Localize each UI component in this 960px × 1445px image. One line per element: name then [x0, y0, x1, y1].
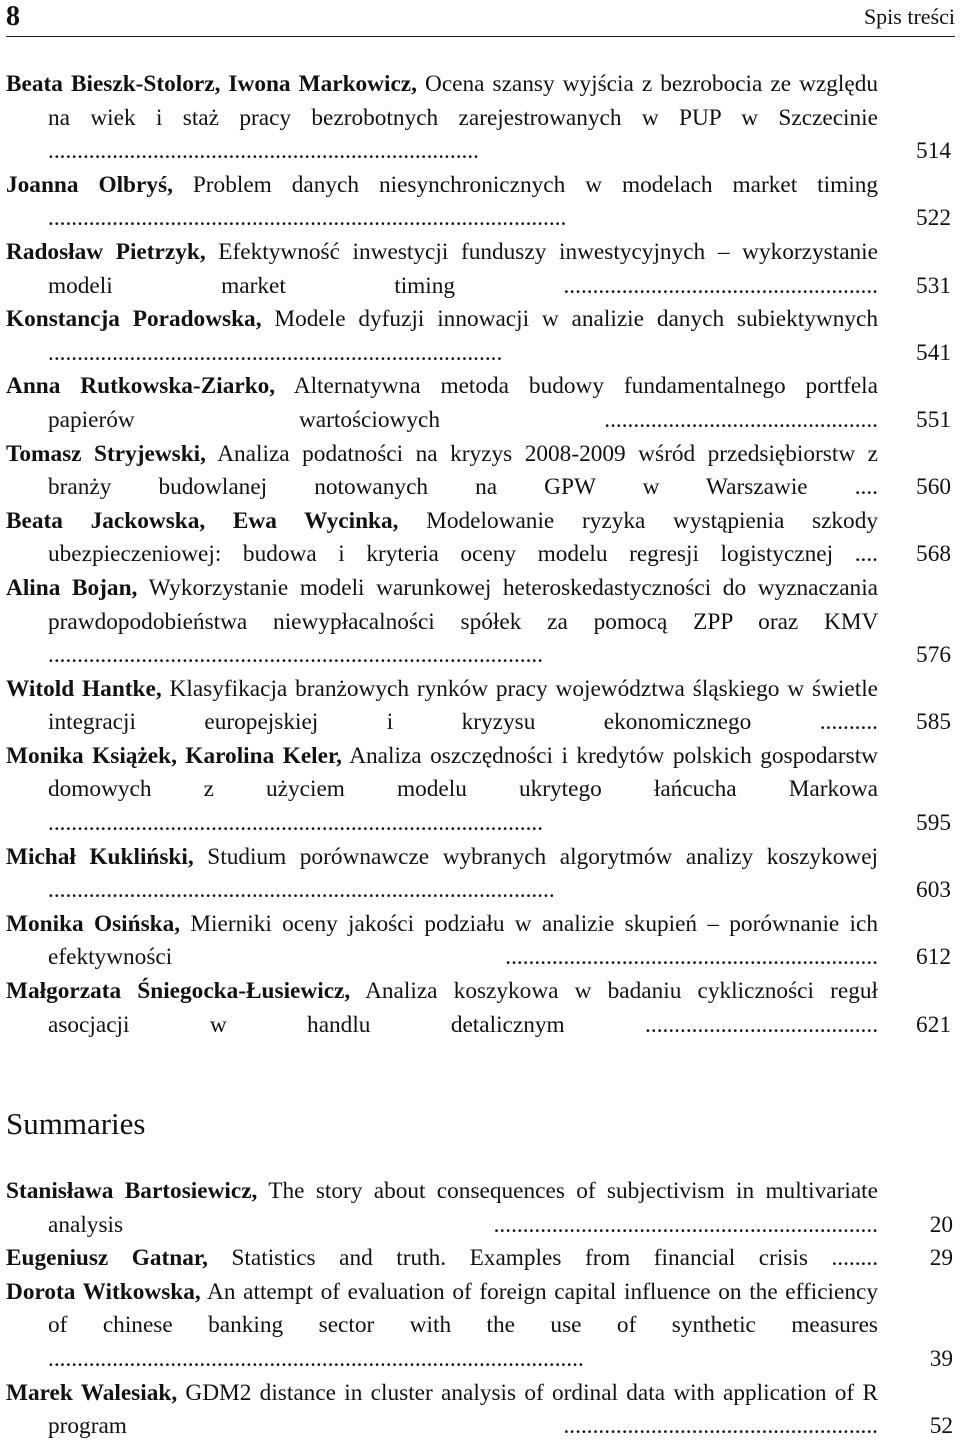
- summary-entry-leader: ............................................................................................: [48, 1345, 584, 1372]
- toc-entry-leader: .......................................................................................: [48, 877, 555, 904]
- toc-entry-leader: ....: [854, 541, 878, 568]
- page-header: [6, 0, 955, 37]
- toc-entry-leader: ..........: [819, 709, 878, 736]
- toc-entry-authors: Tomasz Stryjewski,: [6, 440, 206, 467]
- toc-entry-authors: Anna Rutkowska-Ziarko,: [6, 373, 276, 400]
- toc-entry-text: [6, 438, 878, 505]
- toc-entry-leader: ..............................................................................: [48, 339, 503, 366]
- toc-entry: [6, 740, 953, 841]
- summary-entry-title: An attempt of evaluation of foreign capital influence on the efficiency of chinese banking sector with the use of synthetic measures: [48, 1278, 878, 1339]
- toc-entry-page: 568: [916, 541, 951, 568]
- toc-entry-authors: Witold Hantke,: [6, 675, 162, 702]
- toc-entry-page: 621: [916, 1011, 951, 1038]
- toc-entry-title: Klasyfikacja branżowych rynków pracy województwa śląskiego w świetle integracji europejskiej i kryzysu ekonomicznego: [48, 675, 879, 736]
- toc-entry: [6, 908, 953, 975]
- toc-entry-page: 612: [916, 944, 951, 971]
- summary-entry-text: [6, 1175, 878, 1242]
- summary-entry-text: [6, 1242, 878, 1276]
- running-title: Spis treści: [863, 4, 955, 29]
- summary-entry-title: GDM2 distance in cluster analysis of ordinal data with application of R program: [48, 1379, 878, 1440]
- toc-entry-page: 522: [916, 205, 951, 232]
- summary-entry: [6, 1276, 953, 1377]
- toc-entry-leader: ...............................................: [604, 406, 878, 433]
- summary-entry: [6, 1377, 953, 1444]
- toc-entry-leader: ....: [854, 474, 878, 501]
- toc-entry-authors: Monika Osińska,: [6, 910, 181, 937]
- summary-entry-page: 20: [929, 1211, 953, 1238]
- toc-entry-leader: .........................................................................................: [48, 205, 567, 232]
- toc-entry: [6, 841, 953, 908]
- toc-entry-text: [6, 169, 878, 236]
- toc-entry-authors: Beata Jackowska, Ewa Wycinka,: [6, 507, 399, 534]
- toc-entry-authors: Joanna Olbryś,: [6, 171, 173, 198]
- toc-entry-text: [6, 303, 878, 370]
- summary-entry-page: 39: [929, 1345, 953, 1372]
- toc-entry: [6, 370, 953, 437]
- toc-entry-title: Modele dyfuzji innowacji w analizie danych subiektywnych: [274, 306, 878, 333]
- summary-entry-authors: Marek Walesiak,: [6, 1379, 178, 1406]
- toc-entry-authors: Alina Bojan,: [6, 574, 138, 601]
- toc-entry-authors: Małgorzata Śniegocka-Łusiewicz,: [6, 978, 351, 1005]
- toc-entry-page: 560: [916, 474, 951, 501]
- summaries-heading: Summaries: [6, 1106, 146, 1141]
- toc-entry-text: [6, 740, 878, 841]
- toc-entry-text: [6, 236, 878, 303]
- toc-entry-page: 585: [916, 709, 951, 736]
- summary-entry-title: The story about consequences of subjectivism in multivariate analysis: [48, 1178, 878, 1238]
- summary-entry-leader: ..................................................................: [493, 1211, 878, 1238]
- toc-entry: [6, 438, 953, 505]
- page-number: 8: [6, 1, 20, 32]
- toc-entry-text: [6, 975, 878, 1042]
- toc-entry-text: [6, 673, 878, 740]
- toc-entry: [6, 505, 953, 572]
- toc-entry-title: Modelowanie ryzyka wystąpienia szkody ubezpieczeniowej: budowa i kryteria oceny modelu regresji logistycznej: [48, 507, 878, 568]
- summary-entry-page: 29: [929, 1245, 953, 1272]
- toc-entry: [6, 975, 953, 1042]
- toc-entry-text: [6, 505, 878, 572]
- summary-entry: [6, 1242, 953, 1276]
- toc-entry-page: 514: [916, 138, 951, 165]
- toc-entry-leader: ......................................................: [563, 272, 878, 299]
- toc-entry-title: Alternatywna metoda budowy fundamentalnego portfela papierów wartościowych: [48, 373, 878, 433]
- toc-entry-title: Mierniki oceny jakości podziału w analizie skupień – porównanie ich efektywności: [48, 910, 879, 971]
- summary-entry-authors: Dorota Witkowska,: [6, 1278, 201, 1305]
- toc-entry: [6, 673, 953, 740]
- toc-entry-authors: Monika Książek, Karolina Keler,: [6, 742, 343, 769]
- table-of-contents: [6, 68, 953, 1042]
- summaries-section: [6, 1104, 953, 1444]
- toc-entry: [6, 68, 953, 169]
- summary-entry-text: [6, 1276, 878, 1377]
- toc-entry-page: 551: [916, 406, 951, 433]
- toc-entry: [6, 169, 953, 236]
- toc-entry-page: 576: [916, 642, 951, 669]
- summary-entry-page: 52: [929, 1413, 953, 1440]
- toc-entry-leader: .....................................................................................: [48, 810, 544, 837]
- toc-entry-authors: Beata Bieszk-Stolorz, Iwona Markowicz,: [6, 71, 417, 97]
- summary-entry-text: [6, 1377, 878, 1444]
- toc-entry-page: 603: [916, 877, 951, 904]
- toc-entry-title: Ocena szansy wyjścia z bezrobocia ze względu na wiek i staż pracy bezrobotnych zarejestrowanych w PUP w Szczecinie: [48, 71, 879, 131]
- toc-entry-title: Wykorzystanie modeli warunkowej heteroskedastyczności do wyznaczania prawdopodobieństwa niewypłacalności spółek za pomocą ZPP oraz KMV: [48, 574, 879, 635]
- toc-entry-leader: ........................................: [645, 1011, 879, 1038]
- toc-entry-text: [6, 908, 878, 975]
- toc-entry: [6, 236, 953, 303]
- summary-entry-authors: Eugeniusz Gatnar,: [6, 1245, 208, 1272]
- toc-entry-leader: .....................................................................................: [48, 642, 544, 669]
- toc-entry: [6, 303, 953, 370]
- toc-entry-title: Analiza koszykowa w badaniu cykliczności reguł asocjacji w handlu detalicznym: [48, 978, 878, 1038]
- toc-entry-text: [6, 572, 878, 673]
- summary-entry-title: Statistics and truth. Examples from financial crisis: [231, 1245, 808, 1272]
- toc-entry-title: Efektywność inwestycji funduszy inwestycyjnych – wykorzystanie modeli market timing: [48, 238, 878, 299]
- toc-entry-title: Problem danych niesynchronicznych w modelach market timing: [192, 171, 878, 198]
- summary-entry: [6, 1175, 953, 1242]
- summary-entry-authors: Stanisława Bartosiewicz,: [6, 1178, 258, 1204]
- toc-entry-title: Studium porównawcze wybranych algorytmów analizy koszykowej: [207, 843, 879, 870]
- toc-entry-authors: Michał Kukliński,: [6, 843, 194, 870]
- toc-entry-leader: ................................................................: [505, 944, 878, 971]
- toc-entry-page: 595: [916, 810, 951, 837]
- toc-entry-title: Analiza podatności na kryzys 2008-2009 wśród przedsiębiorstw z branży budowlanej notowanych na GPW w Warszawie: [48, 440, 878, 501]
- toc-entry-page: 531: [916, 272, 951, 299]
- summary-entry-leader: ......................................................: [563, 1413, 878, 1440]
- toc-entry-text: [6, 370, 878, 437]
- toc-entry-page: 541: [916, 339, 951, 366]
- summary-entry-leader: ........: [831, 1245, 879, 1272]
- toc-entry-leader: ..........................................................................: [48, 138, 479, 165]
- toc-entry: [6, 572, 953, 673]
- toc-entry-title: Analiza oszczędności i kredytów polskich gospodarstw domowych z użyciem modelu ukrytego łańcucha Markowa: [48, 742, 879, 803]
- toc-entry-authors: Radosław Pietrzyk,: [6, 238, 206, 265]
- toc-entry-text: [6, 841, 878, 908]
- toc-entry-text: [6, 68, 878, 169]
- toc-entry-authors: Konstancja Poradowska,: [6, 306, 262, 333]
